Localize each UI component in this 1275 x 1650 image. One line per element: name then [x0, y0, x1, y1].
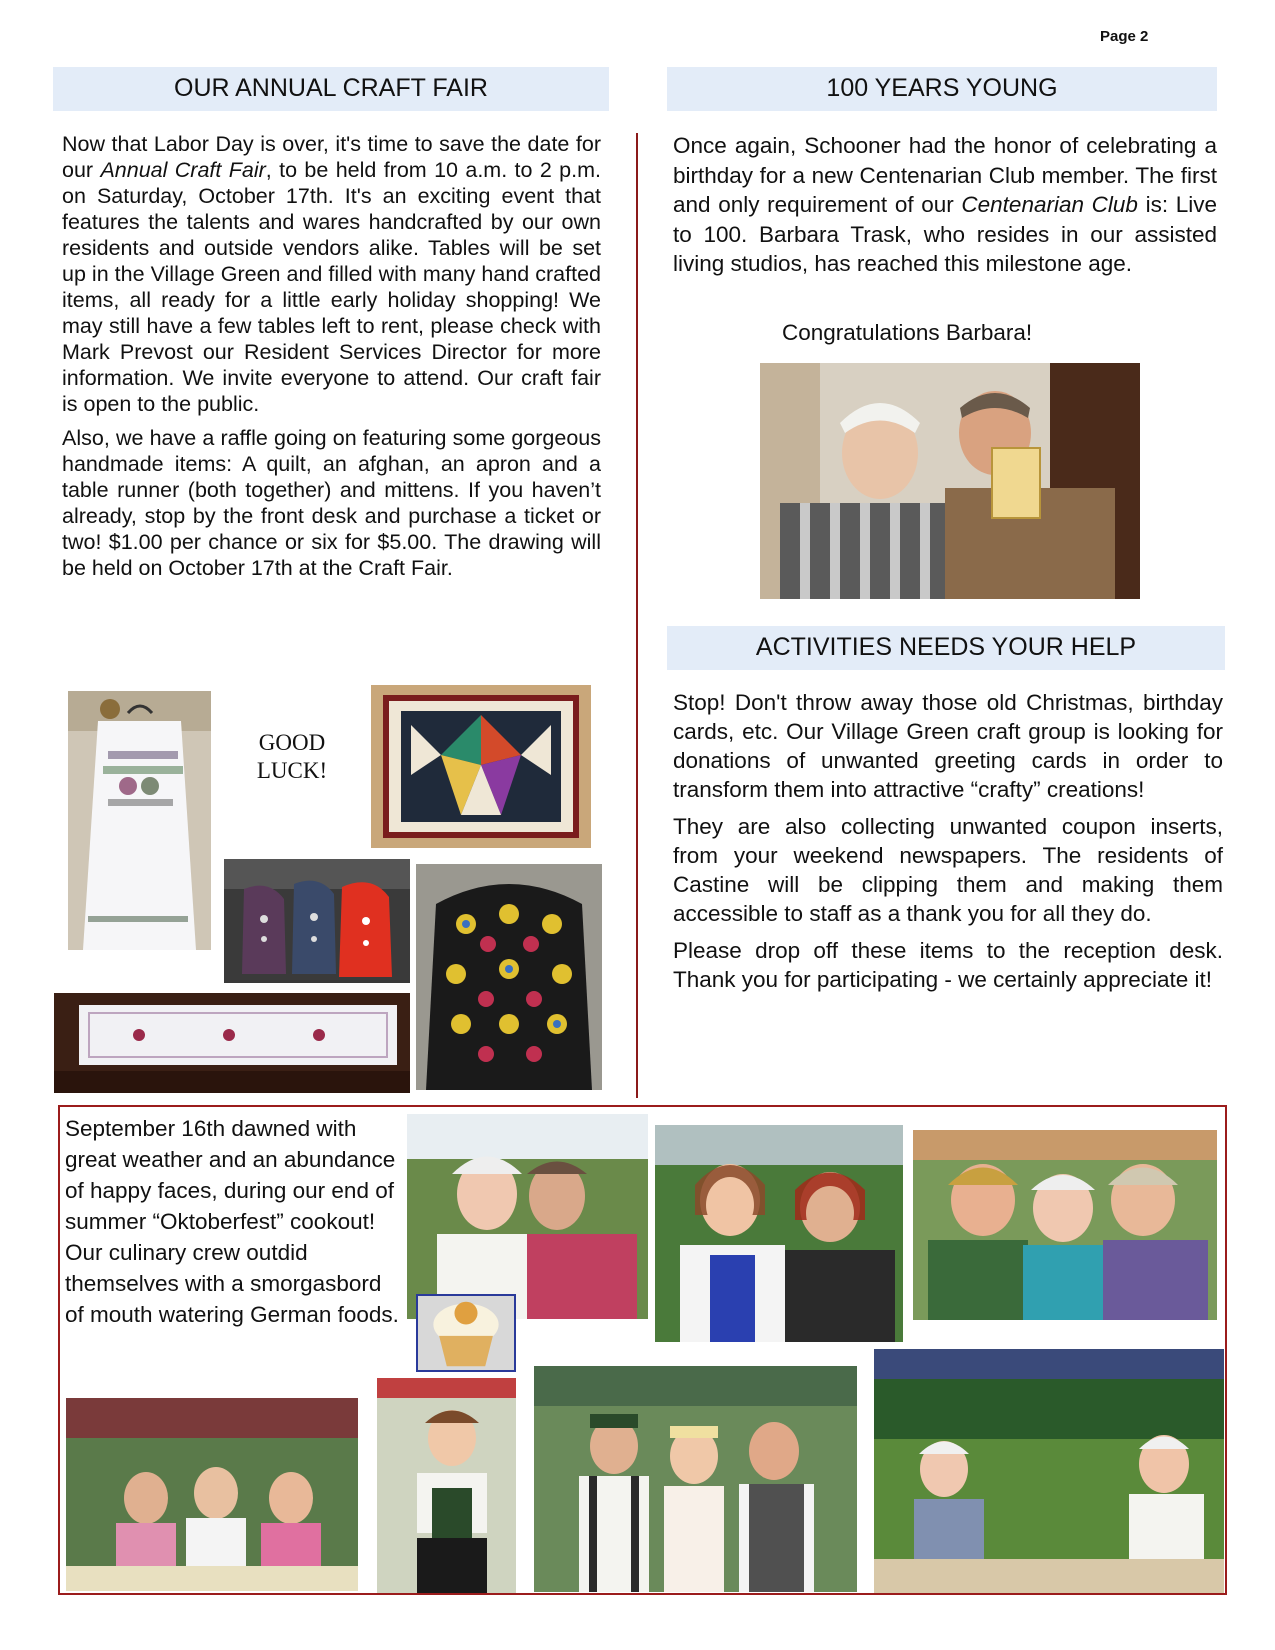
oktoberfest-photo-table — [66, 1398, 358, 1591]
quilt-photo — [371, 685, 591, 848]
oktoberfest-photo-hugging — [407, 1114, 648, 1319]
craft-fair-paragraph-1 — [62, 131, 601, 417]
oktoberfest-text: September 16th dawned with great weather and an abundance of happy faces, during our end of summer “Oktoberfest” cookout! Our culinary crew outdid themselves with a smorgasbord of mouth watering German foods. — [65, 1116, 399, 1327]
centenarian-p1-start: Once again, Schooner had the honor of celebrating a birthday for a new Centenarian Club member. The first and only requirement of our — [673, 133, 1217, 217]
centenarian-club-name: Centenarian Club — [961, 192, 1138, 217]
afghan-photo — [416, 864, 602, 1090]
craft-fair-event-name: Annual Craft Fair — [100, 158, 266, 182]
oktoberfest-photo-lederhosen — [534, 1366, 857, 1592]
activities-paragraph-3: Please drop off these items to the reception desk. Thank you for participating - we certainly appreciate it! — [673, 938, 1223, 992]
barbara-birthday-photo — [760, 363, 1140, 599]
craft-fair-p1-end: , to be held from 10 a.m. to 2 p.m. on Saturday, October 17th. It's an exciting event that features the talents and wares handcrafted by our own residents and outside vendors alike. Tables will be set up in the Village Green and filled with many hand crafted items, all ready for a little early holiday shopping! We may still have a few tables left to rent, please check with Mark Prevost our Resident Services Director for more information. We invite everyone to attend. Our craft fair is open to the public. — [62, 158, 601, 416]
column-divider — [636, 133, 638, 1098]
mittens-photo — [224, 859, 410, 983]
craft-fair-heading: OUR ANNUAL CRAFT FAIR — [53, 67, 609, 111]
oktoberfest-photo-friends — [913, 1130, 1217, 1320]
craft-fair-paragraph-2: Also, we have a raffle going on featuring some gorgeous handmade items: A quilt, an afghan, an apron and a table runner (both together) and mittens. If you haven’t already, stop by the front desk and purchase a ticket or two! $1.00 per chance or six for $5.00. The drawing will be held on October 17th at the Craft Fair. — [62, 426, 601, 580]
craft-fair-body — [62, 131, 601, 589]
page-number: Page 2 — [1100, 28, 1149, 45]
good-luck-line-2: LUCK! — [256, 758, 328, 783]
centenarian-heading: 100 YEARS YOUNG — [667, 67, 1217, 111]
oktoberfest-photo-seated — [874, 1349, 1224, 1593]
table-runner-photo — [54, 993, 410, 1093]
craft-fair-p1-start: Now that Labor Day is over, it's time to save the date for our — [62, 132, 601, 182]
oktoberfest-photo-dirndl — [377, 1378, 516, 1593]
cupcake-photo — [416, 1294, 516, 1372]
good-luck-caption — [232, 729, 352, 785]
centenarian-p1-end: is: Live to 100. Barbara Trask, who resides in our assisted living studios, has reached this milestone age. — [673, 192, 1217, 276]
activities-body — [673, 688, 1223, 1002]
activities-heading: ACTIVITIES NEEDS YOUR HELP — [667, 626, 1225, 670]
activities-paragraph-1: Stop! Don't throw away those old Christmas, birthday cards, etc. Our Village Green craft group is looking for donations of unwanted greeting cards in order to transform them into attractive “crafty” creations! — [673, 690, 1223, 802]
activities-paragraph-2: They are also collecting unwanted coupon inserts, from your weekend newspapers. The residents of Castine will be clipping them and making them accessible to staff as a thank you for all they do. — [673, 814, 1223, 926]
centenarian-body — [673, 131, 1217, 287]
apron-photo — [68, 691, 211, 950]
good-luck-line-1: GOOD — [258, 730, 326, 755]
centenarian-paragraph — [673, 131, 1217, 279]
oktoberfest-photo-staff — [655, 1125, 903, 1342]
congratulations-text: Congratulations Barbara! — [782, 320, 1033, 345]
